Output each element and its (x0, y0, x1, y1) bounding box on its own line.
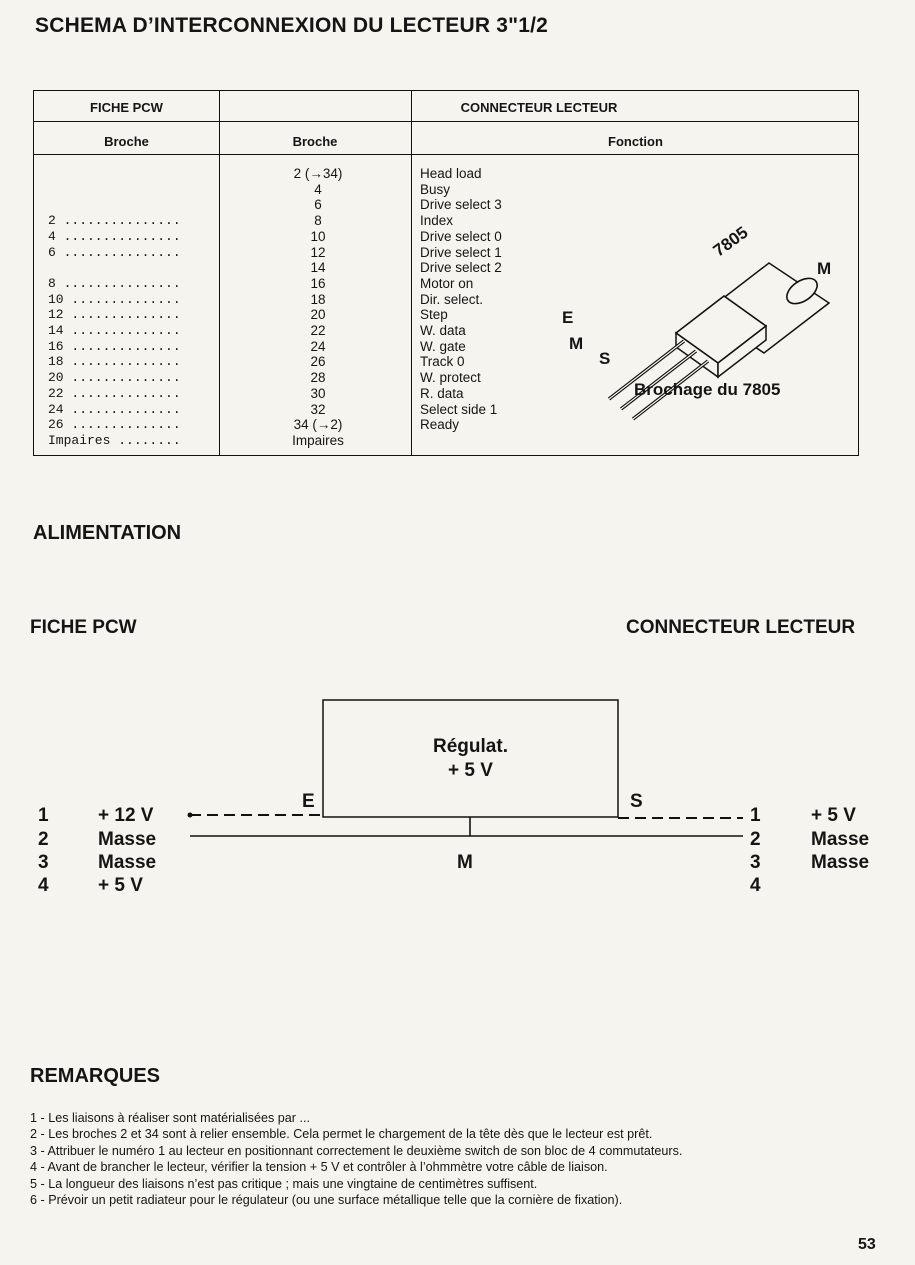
pcw-pin-label: + 5 V (98, 875, 143, 896)
function-cell: Drive select 2 (420, 260, 502, 276)
pcw-pin-cell (48, 166, 216, 182)
drive-pin-cell: 20 (310, 307, 326, 323)
drive-pin-cell: 28 (310, 370, 326, 386)
section-heading-remarques: REMARQUES (30, 1065, 161, 1087)
function-cell: Motor on (420, 275, 474, 291)
pcw-pin-column (48, 166, 216, 449)
pcw-pin-number: 1 (38, 805, 49, 826)
regulator-box-label (323, 735, 618, 783)
section-heading-alimentation: ALIMENTATION (33, 522, 182, 544)
function-cell: W. protect (420, 370, 481, 386)
drive-pin-cell: 10 (310, 228, 326, 244)
function-cell: Drive select 3 (420, 197, 502, 213)
drive-pin-number: 3 (750, 852, 761, 873)
pcw-pin-cell (48, 260, 216, 276)
power-pin-e: E (302, 791, 315, 812)
pcw-pin-cell: 18 .............. (48, 354, 181, 370)
pcw-pin-cell: 20 .............. (48, 370, 181, 386)
drive-pin-column (266, 166, 370, 449)
pcw-pin-cell: 22 .............. (48, 385, 181, 401)
power-pin-m: M (457, 852, 473, 873)
drive-pin-cell: Impaires (292, 432, 344, 448)
pcw-pin-cell: 10 .............. (48, 291, 181, 307)
drive-pin-number: 4 (750, 875, 761, 896)
pin-label-s: S (599, 349, 611, 368)
pin-label-m: M (569, 334, 584, 353)
column-header-drive-pin: Broche (292, 134, 338, 149)
function-cell: Select side 1 (420, 401, 498, 417)
function-cell: Index (420, 213, 454, 229)
drive-pin-cell: 2 (→34) (293, 166, 343, 181)
drive-title: CONNECTEUR LECTEUR (626, 617, 856, 638)
remark-item: 2 - Les broches 2 et 34 sont à relier ensemble. Cela permet le chargement de la tête dès que le lecteur est prêt. (30, 1127, 653, 1142)
remark-item: 6 - Prévoir un petit radiateur pour le régulateur (ou une surface métallique telle que la cornière de fixation). (30, 1193, 623, 1208)
function-cell: W. data (420, 323, 466, 339)
page-title: SCHEMA D’INTERCONNEXION DU LECTEUR 3"1/2 (35, 14, 549, 37)
drive-pin-label: + 5 V (811, 805, 856, 826)
function-cell: Drive select 0 (420, 228, 502, 244)
function-cell: Head load (420, 166, 482, 181)
pcw-pin-cell: 8 ............... (48, 275, 181, 291)
pcw-pin-number: 4 (38, 875, 49, 896)
pcw-pin-label: + 12 V (98, 805, 154, 826)
drive-pin-cell: 32 (310, 401, 326, 417)
drive-pin-cell: 16 (310, 275, 326, 291)
function-cell (420, 433, 640, 449)
drive-pin-cell: 6 (314, 197, 322, 213)
regulator-box-line1: Régulat. (433, 736, 508, 757)
function-cell: R. data (420, 385, 464, 401)
pcw-pin-cell: 2 ............... (48, 213, 181, 229)
pcw-pin-label: Masse (98, 829, 157, 850)
remark-item: 3 - Attribuer le numéro 1 au lecteur en positionnant correctement le deuxième switch de son bloc de 4 commutateurs. (30, 1143, 683, 1158)
drive-pin-cell: 8 (314, 213, 322, 229)
pcw-pin-cell: 4 ............... (48, 228, 181, 244)
chip-marking: 7805 (709, 222, 752, 261)
drive-pin-cell: 14 (310, 260, 326, 276)
pcw-pin-cell: 6 ............... (48, 244, 181, 260)
pcw-title: FICHE PCW (30, 617, 137, 638)
pcw-pin-label: Masse (98, 852, 157, 873)
pcw-pin-cell: 14 .............. (48, 323, 181, 339)
drive-pin-number: 1 (750, 805, 761, 826)
drive-pin-cell: 22 (310, 323, 326, 339)
table-divider (34, 154, 858, 155)
drive-pin-cell: 12 (310, 244, 326, 260)
pin-label-e: E (562, 308, 574, 327)
drive-pin-number: 2 (750, 829, 761, 850)
drive-pin-label: Masse (811, 829, 870, 850)
column-header-pcw-pin: Broche (104, 134, 149, 149)
function-cell: Drive select 1 (420, 244, 502, 260)
pcw-pin-cell (48, 197, 216, 213)
remark-item: 1 - Les liaisons à réaliser sont matérialisées par ... (30, 1111, 310, 1125)
interconnection-table (33, 90, 859, 456)
tab-label-m: M (817, 259, 832, 278)
regulator-caption: Brochage du 7805 (634, 380, 781, 399)
pcw-pin-cell: 24 .............. (48, 401, 181, 417)
drive-pin-cell: 26 (310, 354, 326, 370)
drive-pin-cell: 24 (310, 338, 326, 354)
drive-pin-cell: 18 (310, 291, 326, 307)
function-cell: Dir. select. (420, 291, 484, 307)
function-cell: Track 0 (420, 354, 465, 370)
regulator-box-line2: + 5 V (448, 760, 493, 781)
drive-pin-label: Masse (811, 852, 870, 873)
pcw-pin-number: 2 (38, 829, 49, 850)
remark-item: 5 - La longueur des liaisons n’est pas critique ; mais une vingtaine de centimètres suffisent. (30, 1176, 538, 1191)
function-cell: Step (420, 307, 448, 323)
table-divider (34, 121, 858, 122)
page-number: 53 (858, 1236, 876, 1253)
power-pin-s: S (630, 791, 643, 812)
pcw-pin-cell: 26 .............. (48, 417, 181, 433)
function-cell: Ready (420, 417, 460, 433)
drive-pin-cell: 30 (310, 385, 326, 401)
remark-item: 4 - Avant de brancher le lecteur, vérifier la tension + 5 V et contrôler à l’ohmmètre votre câble de liaison. (30, 1160, 608, 1175)
pcw-pin-number: 3 (38, 852, 49, 873)
column-header-function: Fonction (608, 134, 663, 149)
group-header-pcw: FICHE PCW (90, 100, 163, 115)
pcw-pin-cell: Impaires ........ (48, 432, 181, 448)
drive-pin-cell: 34 (→2) (293, 417, 343, 433)
function-cell: Busy (420, 181, 451, 197)
remarks-list (30, 1110, 682, 1208)
pcw-pin-cell: 12 .............. (48, 307, 181, 323)
pcw-pin-cell: 16 .............. (48, 338, 181, 354)
pcw-pin-cell (48, 182, 216, 198)
function-cell: W. gate (420, 338, 466, 354)
group-header-drive: CONNECTEUR LECTEUR (460, 100, 618, 115)
drive-pin-cell: 4 (314, 181, 322, 197)
